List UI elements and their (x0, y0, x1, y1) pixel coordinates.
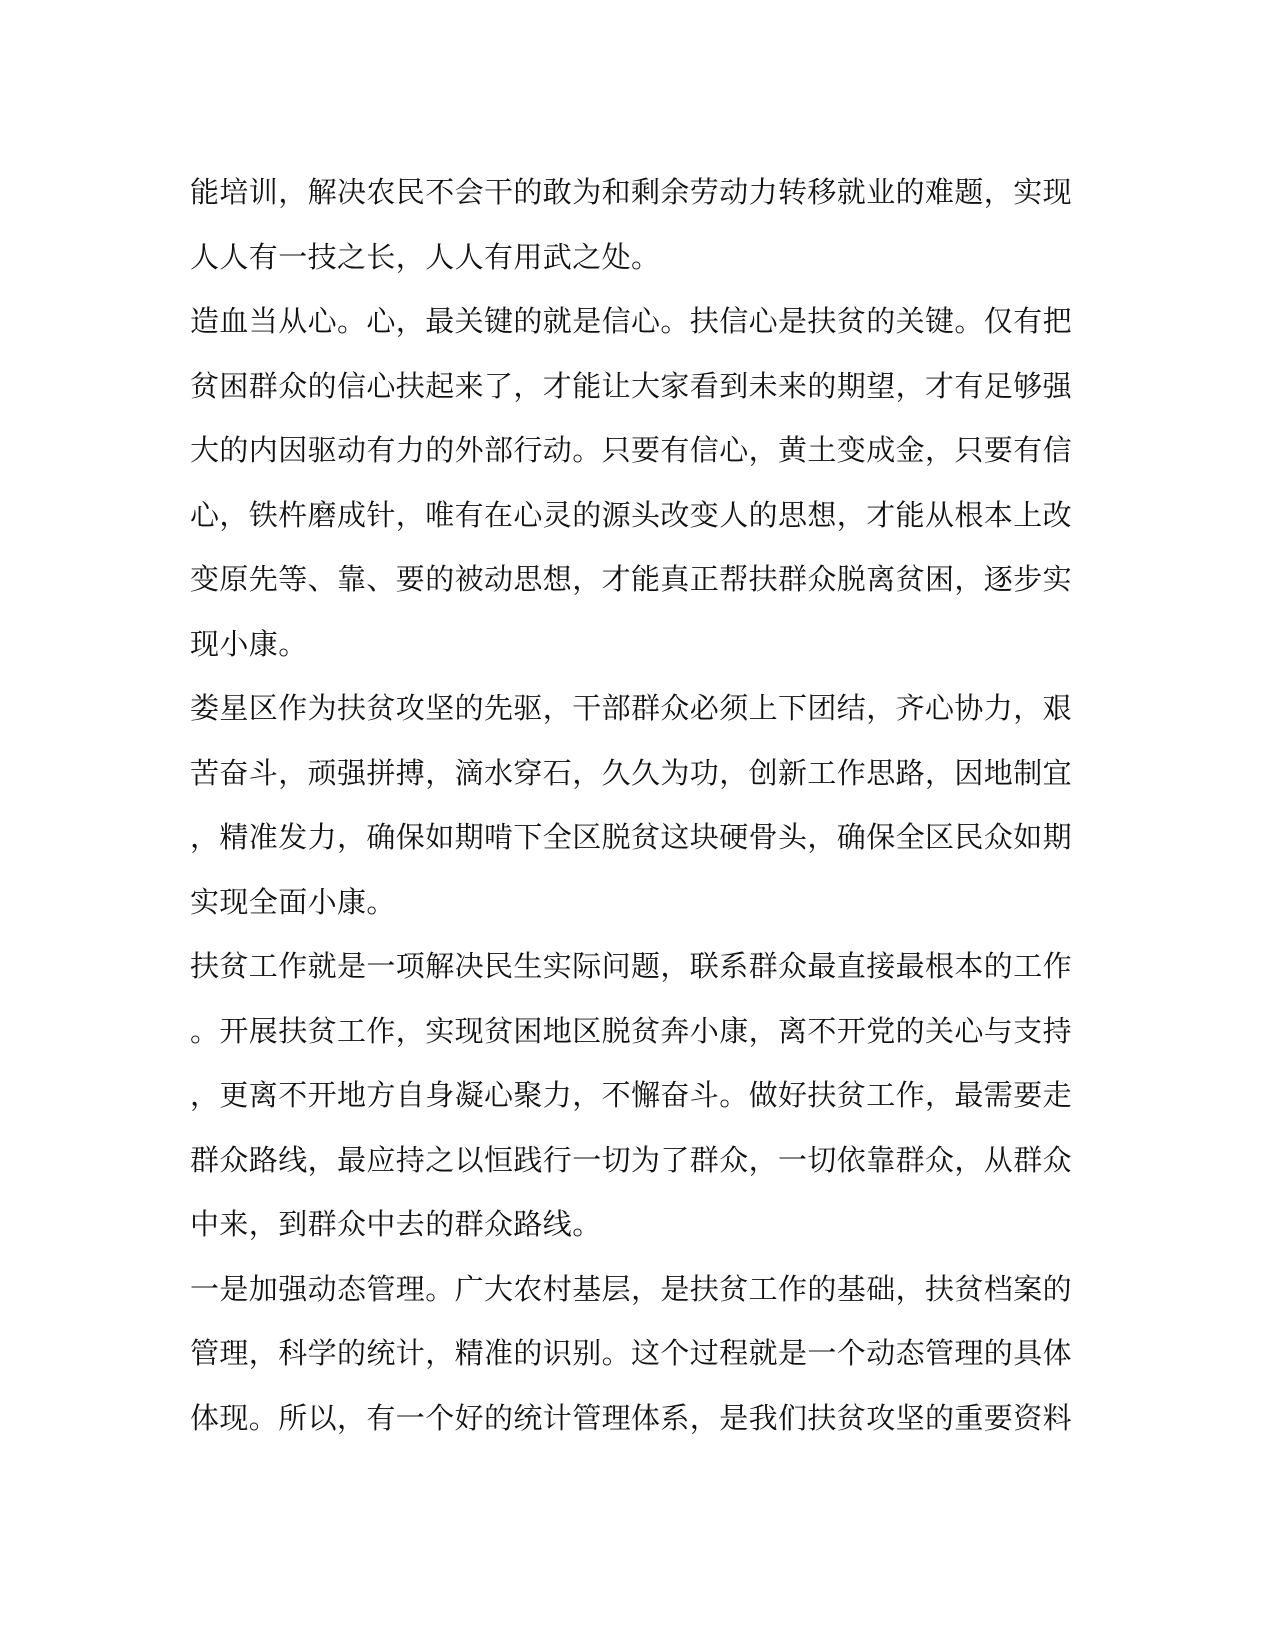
text-line: 心，铁杵磨成针，唯有在心灵的源头改变人的思想，才能从根本上改 (190, 497, 1073, 532)
text-line: 大的内因驱动有力的外部行动。只要有信心，黄土变成金，只要有信 (190, 433, 1073, 467)
text-line: ，精准发力，确保如期啃下全区脱贫这块硬骨头，确保全区民众如期 (190, 820, 1073, 854)
text-line: 造血当从心。心，最关键的就是信心。扶信心是扶贫的关键。仅有把 (190, 304, 1073, 338)
text-line: 群众路线，最应持之以恒践行一切为了群众，一切依靠群众，从群众 (190, 1142, 1073, 1177)
text-line: 扶贫工作就是一项解决民生实际问题，联系群众最直接最根本的工作 (190, 949, 1073, 983)
document-body (190, 160, 1073, 1450)
text-line: 体现。所以，有一个好的统计管理体系，是我们扶贫攻坚的重要资料 (190, 1400, 1073, 1435)
text-line: 。开展扶贫工作，实现贫困地区脱贫奔小康，离不开党的关心与支持 (190, 1013, 1073, 1048)
text-line: 现小康。 (190, 626, 308, 661)
text-line: ，更离不开地方自身凝心聚力，不懈奋斗。做好扶贫工作，最需要走 (190, 1078, 1073, 1112)
text-line: 贫困群众的信心扶起来了，才能让大家看到未来的期望，才有足够强 (190, 368, 1073, 403)
text-line: 苦奋斗，顽强拼搏，滴水穿石，久久为功，创新工作思路，因地制宜 (190, 755, 1073, 790)
text-line: 中来，到群众中去的群众路线。 (190, 1207, 602, 1241)
text-line: 娄星区作为扶贫攻坚的先驱，干部群众必须上下团结，齐心协力，艰 (190, 691, 1073, 725)
text-line: 管理，科学的统计，精准的识别。这个过程就是一个动态管理的具体 (190, 1336, 1073, 1370)
text-line: 变原先等、靠、要的被动思想，才能真正帮扶群众脱离贫困，逐步实 (190, 562, 1073, 596)
text-line: 一是加强动态管理。广大农村基层，是扶贫工作的基础，扶贫档案的 (190, 1271, 1073, 1306)
text-line: 人人有一技之长，人人有用武之处。 (190, 239, 661, 274)
text-line: 实现全面小康。 (190, 884, 396, 919)
text-line: 能培训，解决农民不会干的敢为和剩余劳动力转移就业的难题，实现 (190, 175, 1073, 209)
